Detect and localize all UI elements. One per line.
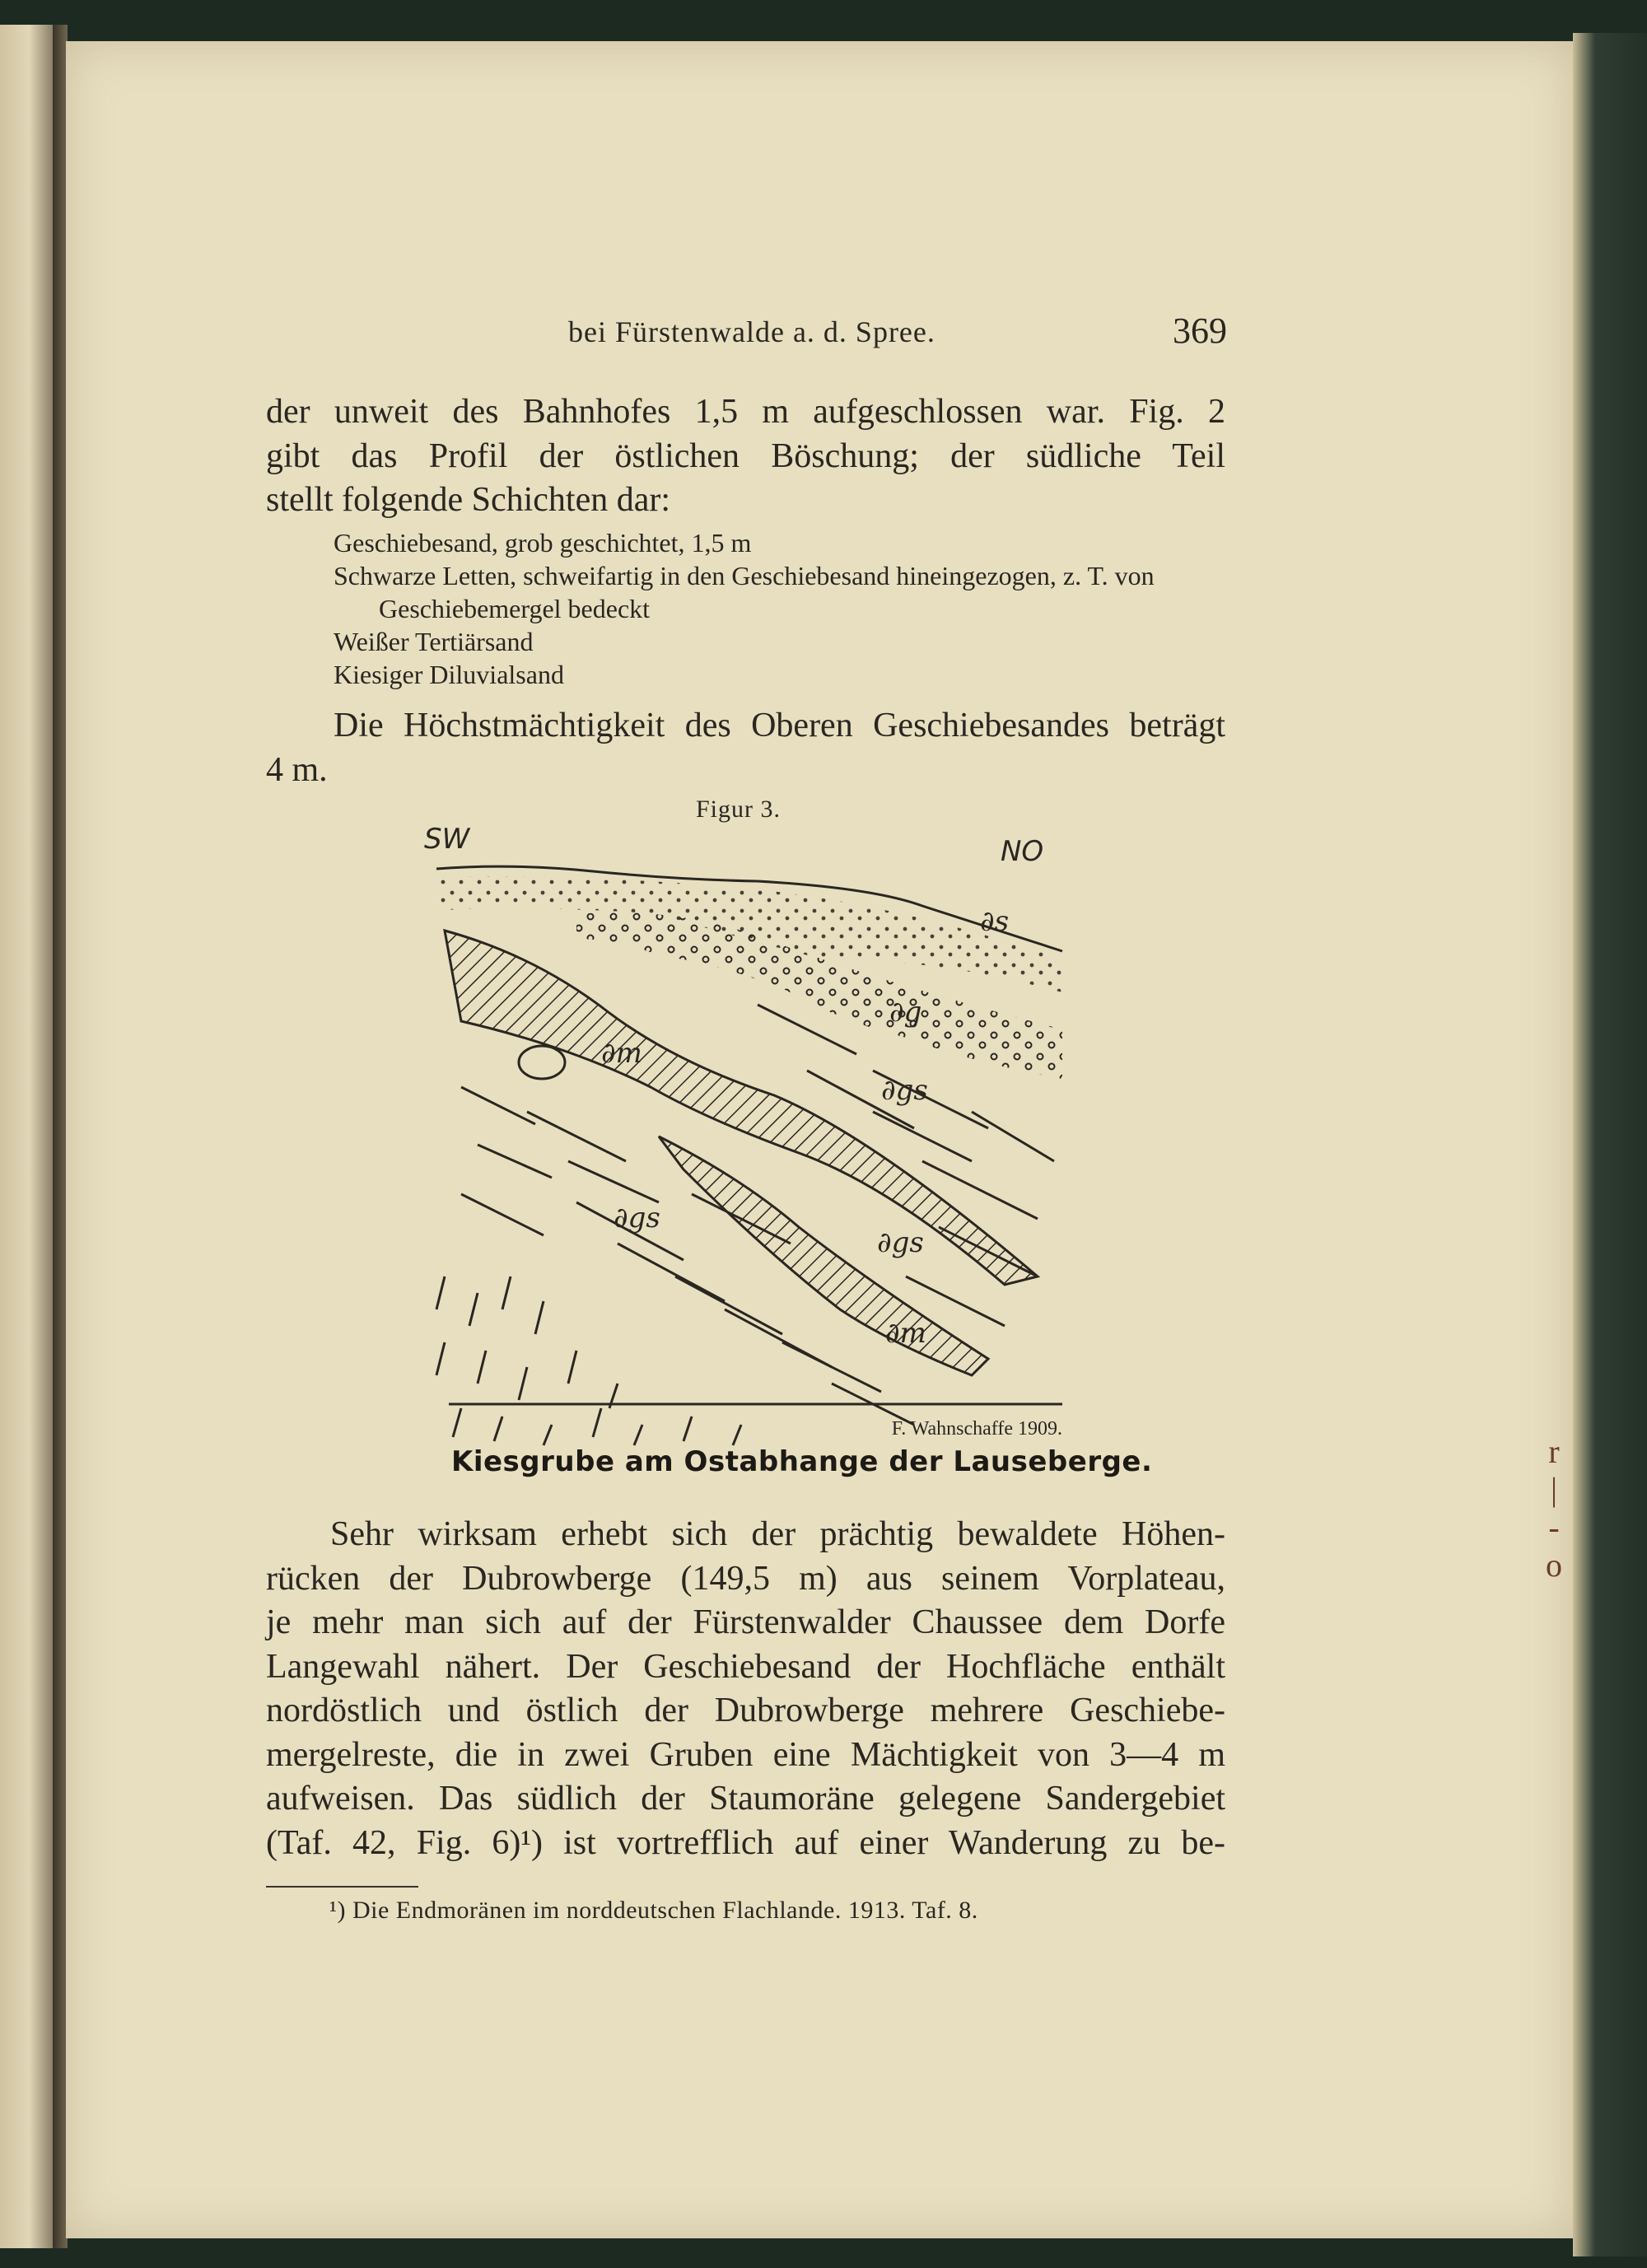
strata-item: Geschiebesand, grob geschichtet, 1,5 m <box>334 528 752 558</box>
paragraph-line: der unweit des Bahnhofes 1,5 m aufgeschlossen war. Fig. 2 <box>266 393 1225 431</box>
paragraph-line: Langewahl nähert. Der Geschiebesand der Hochfläche enthält <box>266 1647 1225 1686</box>
strata-list <box>334 526 1227 691</box>
sw-label: SW <box>424 823 470 856</box>
dgs-label-1: ∂gs <box>881 1074 928 1107</box>
footnote: ¹) Die Endmoränen im norddeutschen Flachlande. 1913. Taf. 8. <box>329 1897 978 1924</box>
paragraph-line: rücken der Dubrowberge (149,5 m) aus seinem Vorplateau, <box>266 1559 1225 1598</box>
dm-layer-lower <box>659 1136 988 1375</box>
paragraph-line: gibt das Profil der östlichen Böschung; der südliche Teil <box>266 436 1225 475</box>
page-number: 369 <box>1173 310 1227 351</box>
sand-ticks <box>436 1276 741 1445</box>
strata-item: Kiesiger Diluvialsand <box>334 660 564 689</box>
dg-label: ∂g <box>889 996 922 1029</box>
paragraph-line: (Taf. 42, Fig. 6)¹) ist vortrefflich auf einer Wanderung zu be- <box>266 1823 1225 1862</box>
dgs-label-2: ∂gs <box>614 1202 660 1234</box>
strata-item: Weißer Tertiärsand <box>334 627 534 656</box>
paragraph-line: Die Höchstmächtigkeit des Oberen Geschiebesandes beträgt <box>334 707 1225 744</box>
boulder <box>519 1046 565 1079</box>
paragraph-line: mergelreste, die in zwei Gruben eine Mächtigkeit von 3—4 m <box>266 1735 1225 1774</box>
paragraph-2 <box>266 704 1225 792</box>
geological-profile-figure <box>412 815 1071 1449</box>
margin-annotation: r | - o <box>1546 1433 1562 1584</box>
ds-label: ∂s <box>980 905 1010 938</box>
footnote-rule <box>266 1886 418 1888</box>
dgs-label-3: ∂gs <box>877 1226 924 1259</box>
paragraph-line: je mehr man sich auf der Fürstenwalder Chaussee dem Dorfe <box>266 1603 1225 1641</box>
paragraph-line: aufweisen. Das südlich der Staumoräne gelegene Sandergebiet <box>266 1780 1225 1818</box>
paragraph-line: stellt folgende Schichten dar: <box>266 481 671 519</box>
strata-item: Schwarze Letten, schweifartig in den Geschiebesand hineingezogen, z. T. von <box>334 561 1155 590</box>
running-head: bei Fürstenwalde a. d. Spree. <box>568 315 935 348</box>
dm-label-2: ∂m <box>885 1317 926 1350</box>
right-cover-edge <box>1573 33 1647 2256</box>
dm-label-1: ∂m <box>601 1037 642 1070</box>
paragraph-line: 4 m. <box>266 750 328 789</box>
figure-caption: Kiesgrube am Ostabhange der Lauseberge. <box>451 1445 1153 1478</box>
paragraph-line: nordöstlich und östlich der Dubrowberge mehrere Geschiebe- <box>266 1692 1225 1729</box>
strata-item: Geschiebemergel bedeckt <box>379 594 651 623</box>
paragraph-1 <box>266 390 1225 523</box>
figure-credit: F. Wahnschaffe 1909. <box>891 1418 1062 1440</box>
figure-label: Figur 3. <box>696 796 782 823</box>
paragraph-3 <box>266 1513 1225 1865</box>
paragraph-line: Sehr wirksam erhebt sich der prächtig bewaldete Höhen- <box>330 1515 1225 1553</box>
left-page-edge <box>0 25 53 2248</box>
no-label: NO <box>1001 835 1044 868</box>
